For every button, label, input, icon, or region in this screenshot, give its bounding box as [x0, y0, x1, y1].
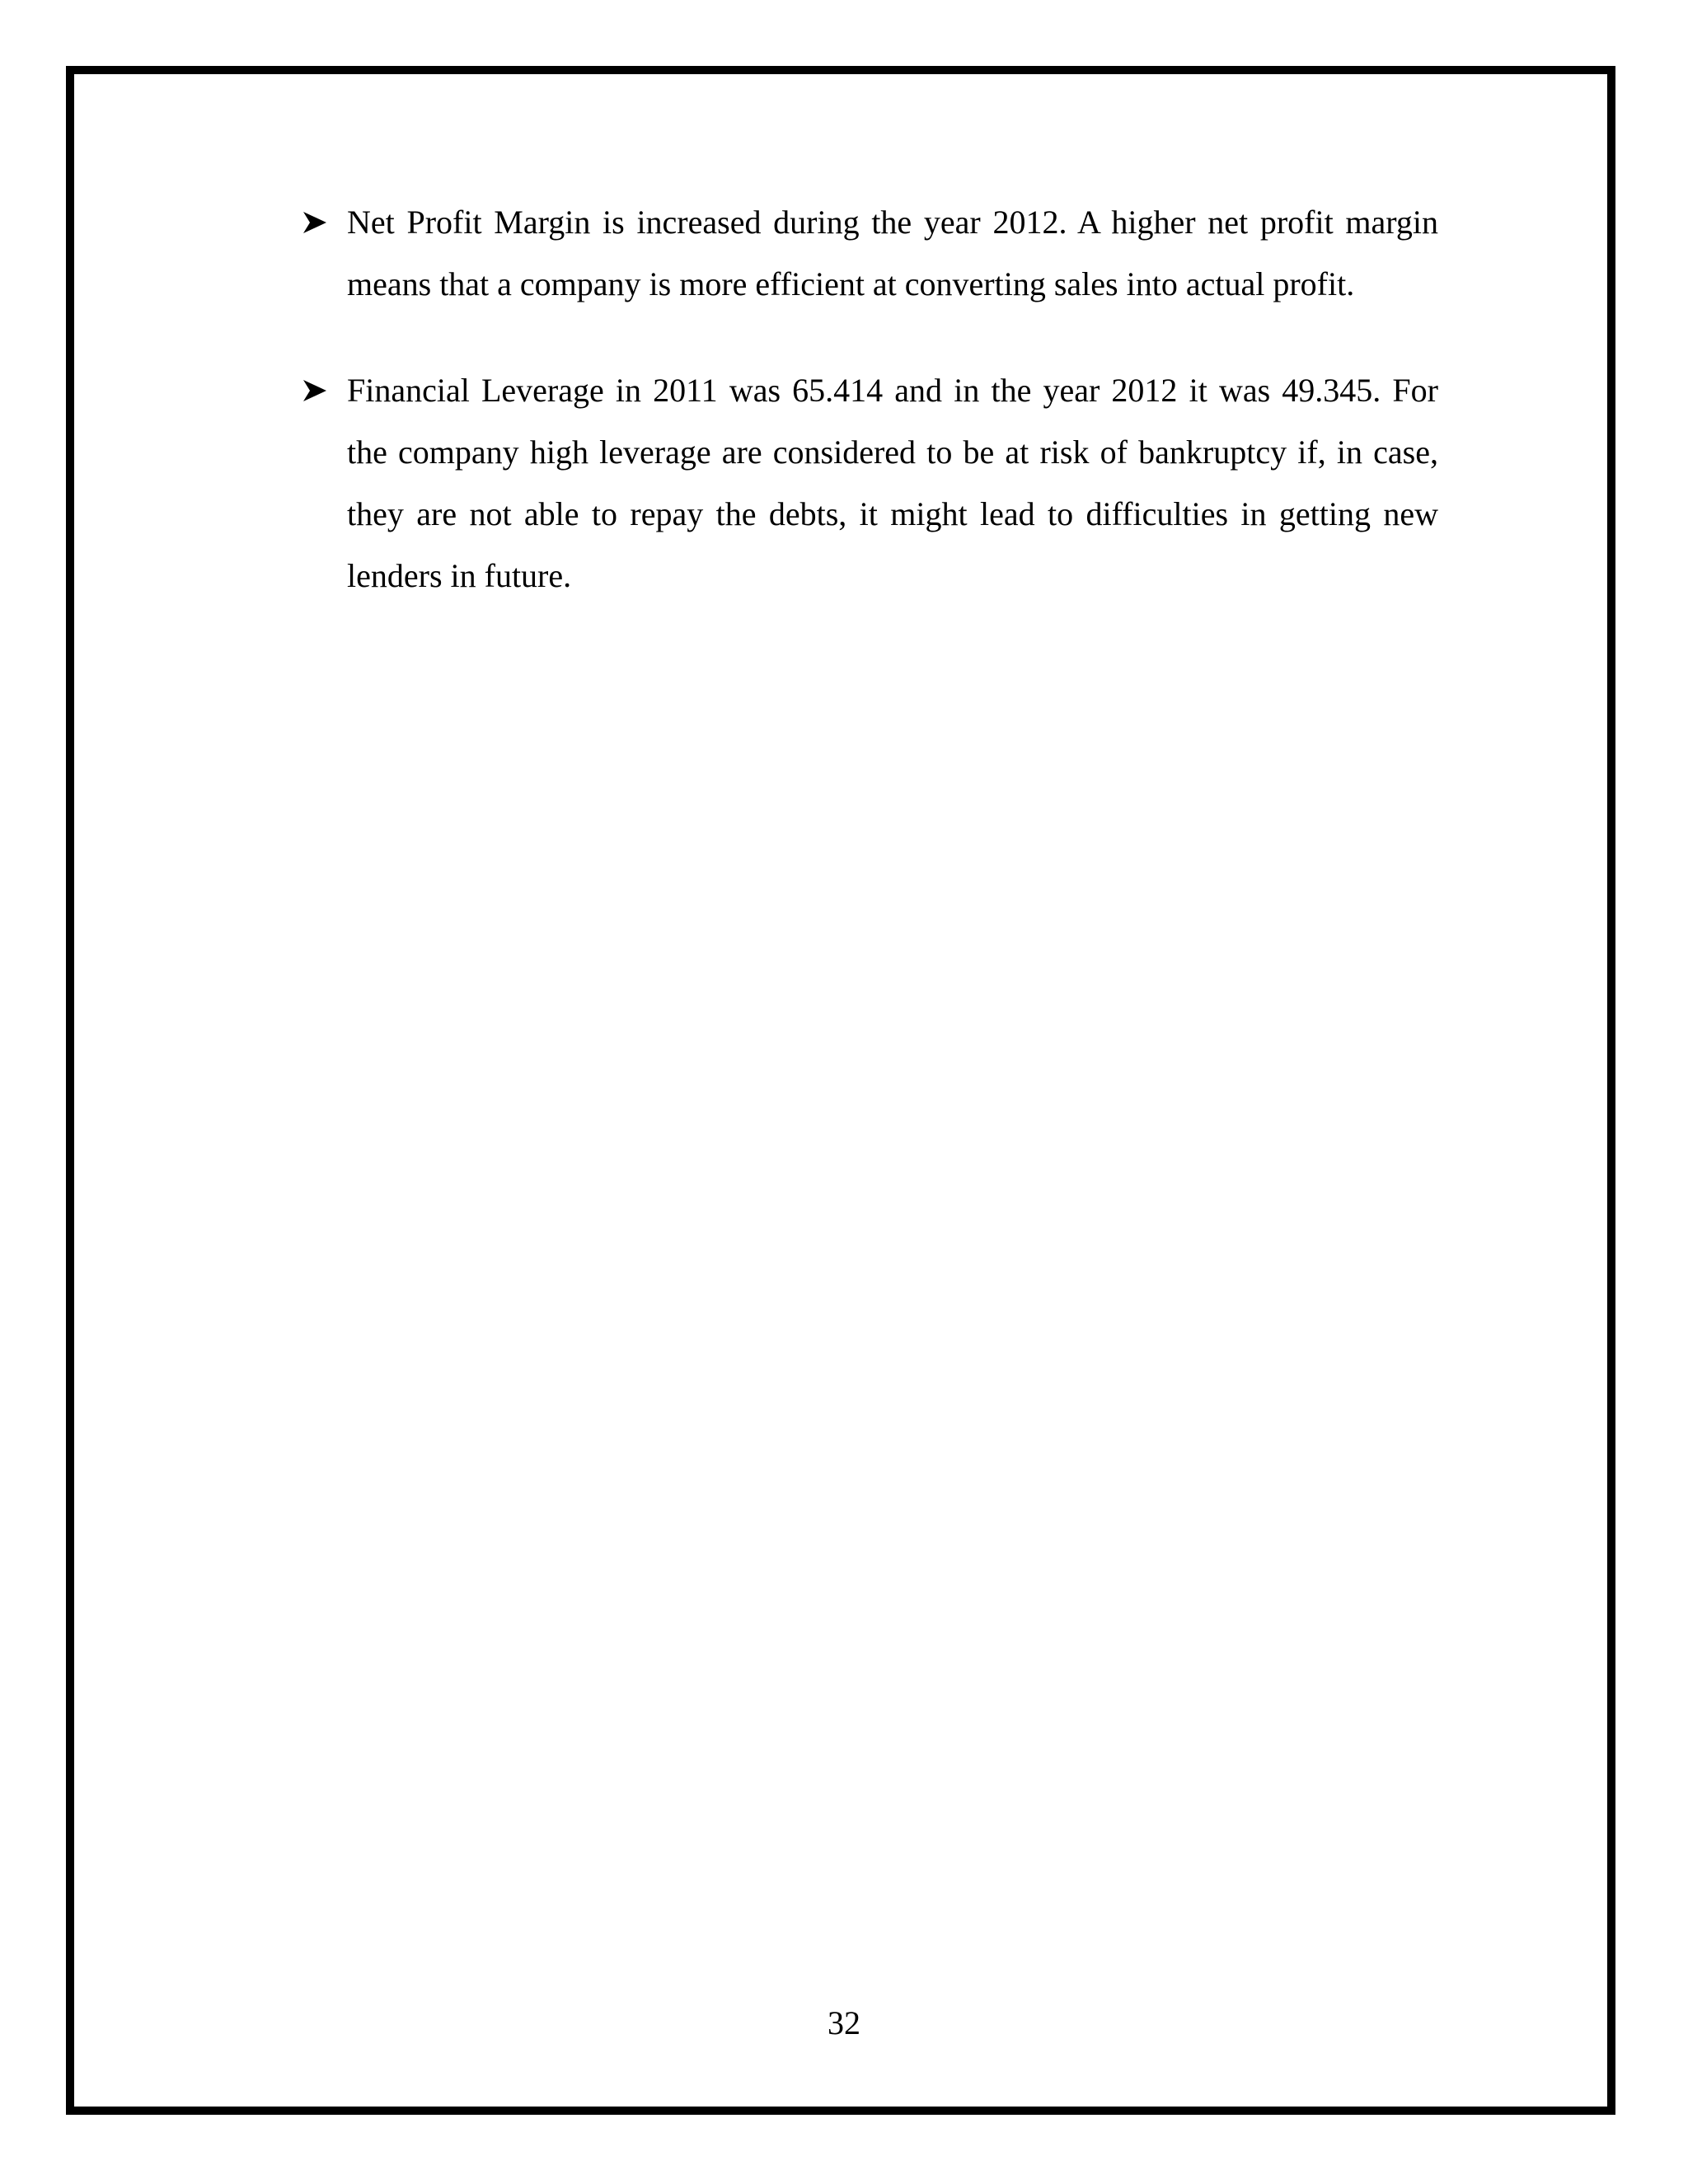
- page-number: 32: [828, 2004, 860, 2041]
- bullet-item-net-profit-margin: [301, 191, 1438, 315]
- bullet-text: Financial Leverage in 2011 was 65.414 and in the year 2012 it was 49.345. For the company high leverage are considered to be at risk of bankruptcy if, in case, they are not able to repay the debts, it might lead to difficulties in getting new lenders in future.: [347, 372, 1438, 594]
- bullet-item-financial-leverage: [301, 359, 1438, 607]
- arrowhead-bullet-icon: [301, 359, 334, 421]
- bullet-text: Net Profit Margin is increased during the year 2012. A higher net profit margin means that a company is more efficient at converting sales into actual profit.: [347, 204, 1438, 302]
- bullet-list: [301, 191, 1438, 651]
- arrowhead-bullet-icon: [301, 191, 334, 253]
